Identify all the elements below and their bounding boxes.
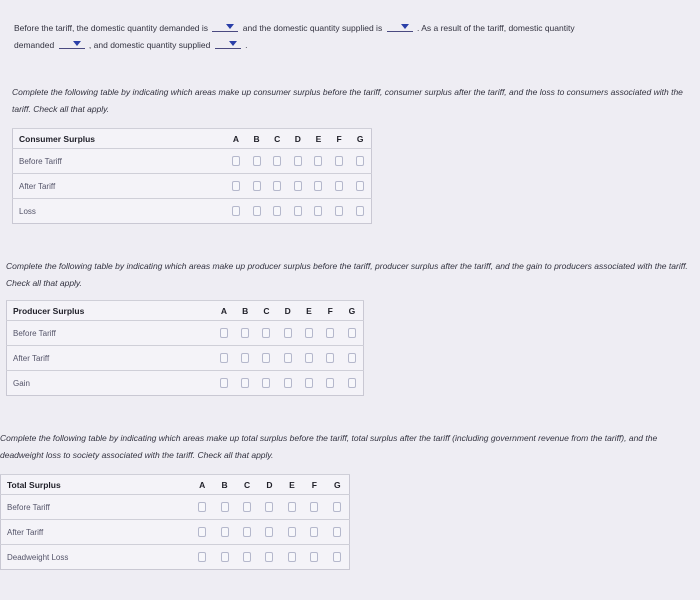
column-header-g: G xyxy=(341,301,364,321)
checkbox-a[interactable] xyxy=(220,328,228,338)
checkbox-f[interactable] xyxy=(310,552,318,562)
checkbox-a[interactable] xyxy=(232,156,240,166)
table-header-row xyxy=(13,129,372,149)
checkbox-cell xyxy=(326,520,350,545)
quantity-demanded-before-dropdown[interactable] xyxy=(212,22,238,32)
intro-text-4: demanded xyxy=(14,40,55,50)
checkbox-g[interactable] xyxy=(356,181,364,191)
checkbox-cell xyxy=(298,321,319,346)
table-header-row xyxy=(1,475,350,495)
checkbox-cell xyxy=(235,321,256,346)
checkbox-cell xyxy=(226,199,247,224)
checkbox-cell xyxy=(256,321,277,346)
checkbox-e[interactable] xyxy=(288,527,296,537)
checkbox-f[interactable] xyxy=(310,502,318,512)
column-header-g: G xyxy=(349,129,371,149)
checkbox-cell xyxy=(267,149,288,174)
checkbox-cell xyxy=(326,545,350,570)
checkbox-cell xyxy=(298,371,319,396)
checkbox-cell xyxy=(288,149,309,174)
checkbox-c[interactable] xyxy=(273,181,281,191)
table-row xyxy=(13,199,372,224)
checkbox-a[interactable] xyxy=(198,552,206,562)
checkbox-b[interactable] xyxy=(241,378,249,388)
checkbox-b[interactable] xyxy=(253,206,261,216)
column-header-f: F xyxy=(320,301,341,321)
checkbox-d[interactable] xyxy=(265,502,273,512)
table-row xyxy=(7,321,364,346)
checkbox-c[interactable] xyxy=(273,206,281,216)
checkbox-cell xyxy=(303,495,325,520)
checkbox-cell xyxy=(329,174,350,199)
total-instructions: Complete the following table by indicating which areas make up total surplus before the tariff, total surplus after the tariff (including government revenue from the tariff), and the deadweight loss to society associated with the tariff. Check all that apply. xyxy=(0,433,658,460)
checkbox-cell xyxy=(281,545,303,570)
column-header-e: E xyxy=(298,301,319,321)
checkbox-cell xyxy=(246,199,267,224)
checkbox-cell xyxy=(213,321,234,346)
row-label: After Tariff xyxy=(7,346,214,371)
checkbox-d[interactable] xyxy=(294,181,302,191)
column-header-a: A xyxy=(226,129,247,149)
checkbox-f[interactable] xyxy=(310,527,318,537)
chevron-down-icon xyxy=(229,41,237,46)
column-header-b: B xyxy=(213,475,235,495)
chevron-down-icon xyxy=(226,24,234,29)
intro-paragraph xyxy=(14,20,694,54)
checkbox-cell xyxy=(258,495,280,520)
row-label: After Tariff xyxy=(13,174,226,199)
checkbox-g[interactable] xyxy=(348,353,356,363)
checkbox-cell xyxy=(226,149,247,174)
checkbox-cell xyxy=(235,371,256,396)
checkbox-g[interactable] xyxy=(333,552,341,562)
checkbox-cell xyxy=(308,149,329,174)
quantity-demanded-change-dropdown[interactable] xyxy=(59,39,85,49)
chevron-down-icon xyxy=(73,41,81,46)
checkbox-cell xyxy=(256,346,277,371)
column-header-f: F xyxy=(329,129,350,149)
checkbox-d[interactable] xyxy=(294,156,302,166)
column-header-c: C xyxy=(236,475,258,495)
checkbox-b[interactable] xyxy=(253,181,261,191)
checkbox-cell xyxy=(235,346,256,371)
checkbox-cell xyxy=(267,174,288,199)
intro-text-5: , and domestic quantity supplied xyxy=(88,40,211,50)
column-header-d: D xyxy=(277,301,298,321)
checkbox-g[interactable] xyxy=(348,328,356,338)
column-header-d: D xyxy=(258,475,280,495)
checkbox-cell xyxy=(213,495,235,520)
checkbox-c[interactable] xyxy=(273,156,281,166)
checkbox-cell xyxy=(191,520,213,545)
checkbox-cell xyxy=(277,371,298,396)
checkbox-cell xyxy=(246,149,267,174)
checkbox-cell xyxy=(288,199,309,224)
checkbox-cell xyxy=(320,321,341,346)
checkbox-g[interactable] xyxy=(333,502,341,512)
checkbox-b[interactable] xyxy=(221,502,229,512)
checkbox-e[interactable] xyxy=(288,502,296,512)
checkbox-cell xyxy=(277,321,298,346)
checkbox-a[interactable] xyxy=(220,378,228,388)
checkbox-f[interactable] xyxy=(326,328,334,338)
row-label: Gain xyxy=(7,371,214,396)
checkbox-g[interactable] xyxy=(348,378,356,388)
checkbox-cell xyxy=(267,199,288,224)
checkbox-f[interactable] xyxy=(335,206,343,216)
checkbox-c[interactable] xyxy=(262,328,270,338)
table-header-row xyxy=(7,301,364,321)
checkbox-cell xyxy=(246,174,267,199)
checkbox-f[interactable] xyxy=(326,353,334,363)
table-row xyxy=(7,371,364,396)
checkbox-cell xyxy=(281,520,303,545)
column-header-a: A xyxy=(191,475,213,495)
consumer-surplus-table xyxy=(12,128,372,224)
checkbox-a[interactable] xyxy=(198,502,206,512)
checkbox-e[interactable] xyxy=(305,353,313,363)
checkbox-cell xyxy=(329,199,350,224)
total-surplus-table xyxy=(0,474,350,570)
row-label: Deadweight Loss xyxy=(1,545,191,570)
checkbox-cell xyxy=(349,149,371,174)
row-label: Before Tariff xyxy=(1,495,191,520)
checkbox-cell xyxy=(349,174,371,199)
checkbox-cell xyxy=(329,149,350,174)
checkbox-g[interactable] xyxy=(333,527,341,537)
column-header-a: A xyxy=(213,301,234,321)
intro-text-6: . xyxy=(245,40,248,50)
checkbox-cell xyxy=(341,346,364,371)
checkbox-cell xyxy=(341,371,364,396)
checkbox-b[interactable] xyxy=(221,527,229,537)
checkbox-e[interactable] xyxy=(305,328,313,338)
table-header-title: Total Surplus xyxy=(1,475,191,495)
table-row xyxy=(13,174,372,199)
checkbox-b[interactable] xyxy=(253,156,261,166)
checkbox-g[interactable] xyxy=(356,156,364,166)
checkbox-cell xyxy=(258,520,280,545)
checkbox-cell xyxy=(308,199,329,224)
consumer-instructions: Complete the following table by indicating which areas make up consumer surplus before the tariff, consumer surplus after the tariff, and the loss to consumers associated with the tariff. Check all that apply. xyxy=(12,87,683,114)
checkbox-a[interactable] xyxy=(232,206,240,216)
checkbox-cell xyxy=(191,545,213,570)
column-header-e: E xyxy=(281,475,303,495)
checkbox-cell xyxy=(256,371,277,396)
checkbox-cell xyxy=(236,495,258,520)
column-header-b: B xyxy=(246,129,267,149)
checkbox-b[interactable] xyxy=(221,552,229,562)
row-label: After Tariff xyxy=(1,520,191,545)
checkbox-c[interactable] xyxy=(262,378,270,388)
table-row xyxy=(1,545,350,570)
row-label: Loss xyxy=(13,199,226,224)
table-row xyxy=(1,495,350,520)
checkbox-f[interactable] xyxy=(335,181,343,191)
checkbox-cell xyxy=(298,346,319,371)
checkbox-cell xyxy=(258,545,280,570)
checkbox-e[interactable] xyxy=(314,206,322,216)
column-header-c: C xyxy=(256,301,277,321)
checkbox-d[interactable] xyxy=(294,206,302,216)
row-label: Before Tariff xyxy=(7,321,214,346)
checkbox-cell xyxy=(326,495,350,520)
column-header-d: D xyxy=(288,129,309,149)
checkbox-cell xyxy=(236,520,258,545)
checkbox-cell xyxy=(341,321,364,346)
checkbox-cell xyxy=(213,545,235,570)
table-row xyxy=(13,149,372,174)
intro-line-1 xyxy=(14,20,694,37)
quantity-supplied-before-dropdown[interactable] xyxy=(387,22,413,32)
checkbox-cell xyxy=(349,199,371,224)
checkbox-cell xyxy=(303,520,325,545)
intro-text-2: and the domestic quantity supplied is xyxy=(242,23,383,33)
checkbox-cell xyxy=(303,545,325,570)
column-header-g: G xyxy=(326,475,350,495)
checkbox-cell xyxy=(226,174,247,199)
checkbox-cell xyxy=(281,495,303,520)
checkbox-c[interactable] xyxy=(262,353,270,363)
table-header-title: Producer Surplus xyxy=(7,301,214,321)
column-header-b: B xyxy=(235,301,256,321)
checkbox-e[interactable] xyxy=(305,378,313,388)
checkbox-cell xyxy=(320,346,341,371)
checkbox-g[interactable] xyxy=(356,206,364,216)
quantity-supplied-change-dropdown[interactable] xyxy=(215,39,241,49)
producer-instructions: Complete the following table by indicating which areas make up producer surplus before the tariff, producer surplus after the tariff, and the gain to producers associated with the tariff. Check all that apply. xyxy=(6,261,688,288)
checkbox-c[interactable] xyxy=(243,502,251,512)
column-header-c: C xyxy=(267,129,288,149)
column-header-e: E xyxy=(308,129,329,149)
checkbox-b[interactable] xyxy=(241,353,249,363)
checkbox-cell xyxy=(277,346,298,371)
checkbox-d[interactable] xyxy=(284,378,292,388)
checkbox-a[interactable] xyxy=(198,527,206,537)
checkbox-cell xyxy=(236,545,258,570)
checkbox-cell xyxy=(191,495,213,520)
intro-text-1: Before the tariff, the domestic quantity demanded is xyxy=(14,23,209,33)
table-row xyxy=(7,346,364,371)
checkbox-f[interactable] xyxy=(335,156,343,166)
row-label: Before Tariff xyxy=(13,149,226,174)
checkbox-d[interactable] xyxy=(265,527,273,537)
checkbox-e[interactable] xyxy=(314,181,322,191)
checkbox-a[interactable] xyxy=(232,181,240,191)
column-header-f: F xyxy=(303,475,325,495)
checkbox-cell xyxy=(213,520,235,545)
checkbox-cell xyxy=(288,174,309,199)
checkbox-c[interactable] xyxy=(243,552,251,562)
checkbox-cell xyxy=(213,371,234,396)
checkbox-d[interactable] xyxy=(265,552,273,562)
checkbox-cell xyxy=(308,174,329,199)
checkbox-d[interactable] xyxy=(284,328,292,338)
checkbox-e[interactable] xyxy=(314,156,322,166)
intro-line-2 xyxy=(14,37,694,54)
checkbox-c[interactable] xyxy=(243,527,251,537)
table-row xyxy=(1,520,350,545)
checkbox-d[interactable] xyxy=(284,353,292,363)
checkbox-cell xyxy=(320,371,341,396)
checkbox-b[interactable] xyxy=(241,328,249,338)
intro-text-3: . As a result of the tariff, domestic quantity xyxy=(416,23,575,33)
checkbox-f[interactable] xyxy=(326,378,334,388)
chevron-down-icon xyxy=(401,24,409,29)
checkbox-cell xyxy=(213,346,234,371)
table-header-title: Consumer Surplus xyxy=(13,129,226,149)
checkbox-a[interactable] xyxy=(220,353,228,363)
producer-surplus-table xyxy=(6,300,364,396)
checkbox-e[interactable] xyxy=(288,552,296,562)
